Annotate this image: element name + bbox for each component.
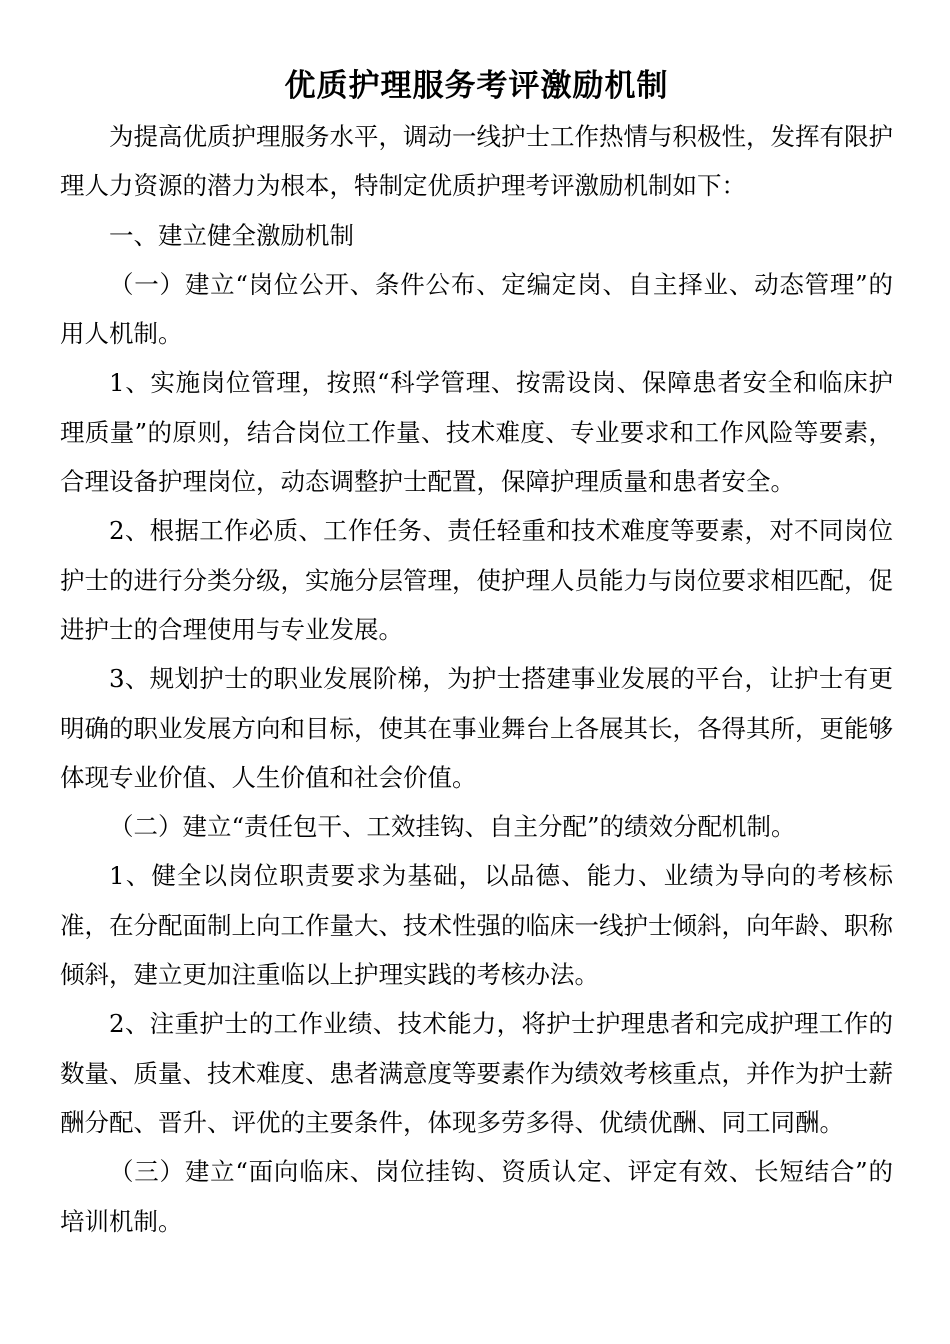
document-title: 优质护理服务考评激励机制 xyxy=(284,68,669,104)
document-page xyxy=(60,62,893,1246)
subsection-2-paragraph: （二）建立“责任包干、工效挂钩、自主分配”的绩效分配机制。 xyxy=(109,812,796,842)
item-2-1-paragraph: 1、健全以岗位职责要求为基础，以品德、能力、业绩为导向的考核标准，在分配面制上向工作量大、技术性强的临床一线护士倾斜，向年龄、职称倾斜，建立更加注重临以上护理实践的考核办法。 xyxy=(60,861,893,990)
item-1-1-paragraph: 1、实施岗位管理，按照“科学管理、按需设岗、保障患者安全和临床护理质量”的原则，结合岗位工作量、技术难度、专业要求和工作风险等要素，合理设备护理岗位，动态调整护士配置，保障护理质量和患者安全。 xyxy=(60,368,893,497)
subsection-3-paragraph: （三）建立“面向临床、岗位挂钩、资质认定、评定有效、长短结合”的培训机制。 xyxy=(60,1157,893,1236)
intro-paragraph: 为提高优质护理服务水平，调动一线护士工作热情与积极性，发挥有限护理人力资源的潜力为根本，特制定优质护理考评激励机制如下： xyxy=(60,122,893,201)
item-2-2-paragraph: 2、注重护士的工作业绩、技术能力，将护士护理患者和完成护理工作的数量、质量、技术难度、患者满意度等要素作为绩效考核重点，并作为护士薪酬分配、晋升、评优的主要条件，体现多劳多得、优绩优酬、同工同酬。 xyxy=(60,1009,893,1137)
subsection-1-paragraph: （一）建立“岗位公开、条件公布、定编定岗、自主择业、动态管理”的用人机制。 xyxy=(60,269,893,349)
item-1-2-paragraph: 2、根据工作必质、工作任务、责任轻重和技术难度等要素，对不同岗位护士的进行分类分级，实施分层管理，使护理人员能力与岗位要求相匹配，促进护士的合理使用与专业发展。 xyxy=(60,516,893,644)
section-heading-1: 一、建立健全激励机制 xyxy=(109,220,354,250)
item-1-3-paragraph: 3、规划护士的职业发展阶梯，为护士搭建事业发展的平台，让护士有更明确的职业发展方向和目标，使其在事业舞台上各展其长，各得其所，更能够体现专业价值、人生价值和社会价值。 xyxy=(60,664,893,792)
